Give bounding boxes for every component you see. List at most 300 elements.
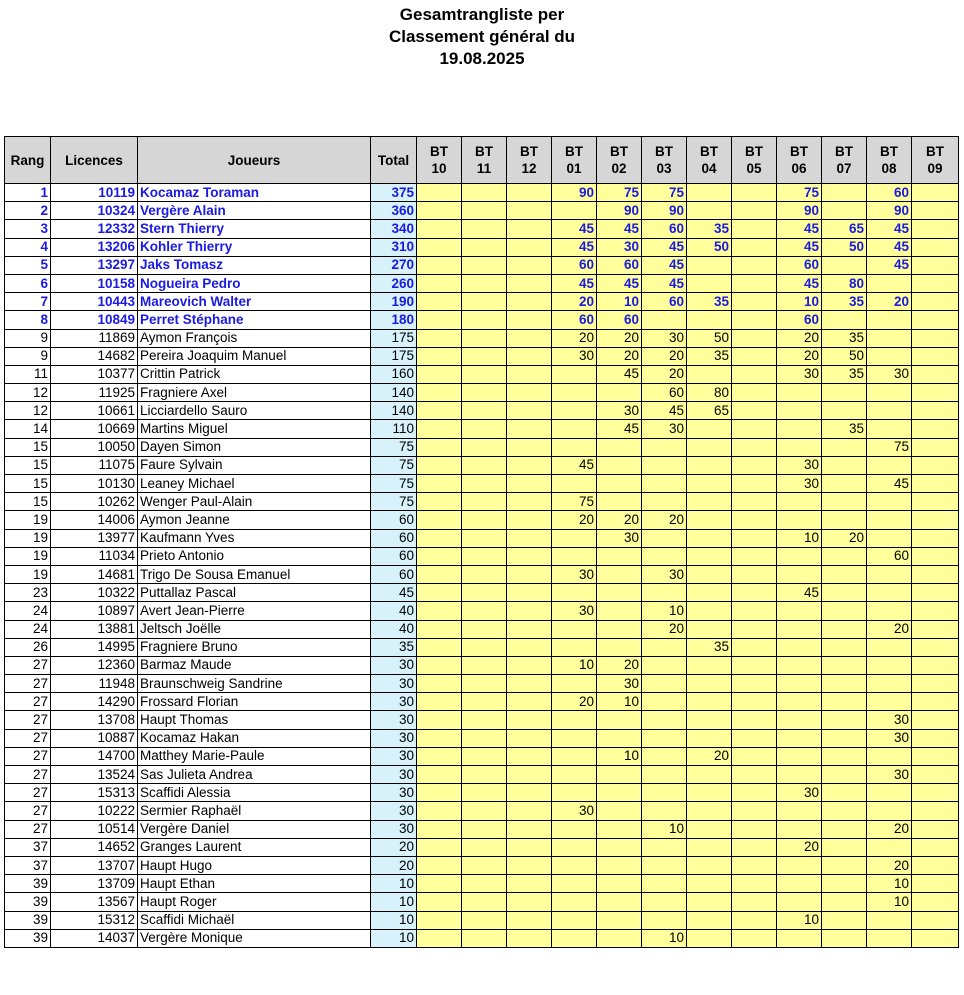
bt-points-cell <box>552 620 597 638</box>
bt-points-cell <box>552 929 597 947</box>
bt-points-cell: 45 <box>867 220 912 238</box>
player-name-cell: Scaffidi Michaël <box>138 911 371 929</box>
bt-points-cell <box>507 547 552 565</box>
player-name-cell: Wenger Paul-Alain <box>138 493 371 511</box>
bt-points-cell <box>912 675 959 693</box>
bt-points-cell: 75 <box>867 438 912 456</box>
bt-points-cell <box>642 547 687 565</box>
bt-points-cell <box>822 729 867 747</box>
player-name-cell: Vergère Daniel <box>138 820 371 838</box>
bt-points-cell <box>507 456 552 474</box>
bt-points-cell <box>597 893 642 911</box>
header-bt-10 <box>417 137 462 184</box>
bt-points-cell: 60 <box>867 547 912 565</box>
bt-points-cell <box>597 493 642 511</box>
header-bt-07 <box>822 137 867 184</box>
header-bt-label: BT <box>880 144 898 159</box>
bt-points-cell <box>642 911 687 929</box>
bt-points-cell: 35 <box>822 293 867 311</box>
bt-points-cell <box>777 438 822 456</box>
licence-cell: 13567 <box>51 893 138 911</box>
bt-points-cell <box>912 711 959 729</box>
title-line-3: 19.08.2025 <box>439 49 525 68</box>
bt-points-cell <box>417 438 462 456</box>
rank-cell: 39 <box>5 911 51 929</box>
bt-points-cell <box>777 729 822 747</box>
total-cell: 160 <box>371 365 417 383</box>
header-bt-05 <box>732 137 777 184</box>
rank-cell: 8 <box>5 311 51 329</box>
bt-points-cell <box>687 256 732 274</box>
bt-points-cell <box>462 529 507 547</box>
rank-cell: 24 <box>5 602 51 620</box>
table-row <box>5 274 959 292</box>
bt-points-cell <box>507 511 552 529</box>
bt-points-cell: 60 <box>642 384 687 402</box>
licence-cell: 10130 <box>51 475 138 493</box>
bt-points-cell <box>597 875 642 893</box>
bt-points-cell: 45 <box>597 274 642 292</box>
bt-points-cell <box>867 784 912 802</box>
rank-cell: 19 <box>5 547 51 565</box>
bt-points-cell: 20 <box>597 656 642 674</box>
table-row <box>5 638 959 656</box>
header-bt-number: 02 <box>611 161 627 176</box>
bt-points-cell <box>507 347 552 365</box>
bt-points-cell <box>912 729 959 747</box>
bt-points-cell: 30 <box>777 365 822 383</box>
bt-points-cell <box>687 529 732 547</box>
table-row <box>5 256 959 274</box>
bt-points-cell <box>642 456 687 474</box>
bt-points-cell: 60 <box>777 256 822 274</box>
table-row <box>5 365 959 383</box>
licence-cell: 11869 <box>51 329 138 347</box>
bt-points-cell <box>687 875 732 893</box>
bt-points-cell <box>912 293 959 311</box>
bt-points-cell: 80 <box>822 274 867 292</box>
bt-points-cell <box>777 420 822 438</box>
bt-points-cell <box>732 584 777 602</box>
table-row <box>5 529 959 547</box>
bt-points-cell <box>912 911 959 929</box>
bt-points-cell <box>732 693 777 711</box>
bt-points-cell <box>822 565 867 583</box>
rank-cell: 6 <box>5 274 51 292</box>
bt-points-cell <box>552 838 597 856</box>
bt-points-cell <box>417 766 462 784</box>
player-name-cell: Avert Jean-Pierre <box>138 602 371 620</box>
total-cell: 75 <box>371 438 417 456</box>
bt-points-cell <box>597 638 642 656</box>
bt-points-cell: 35 <box>822 365 867 383</box>
bt-points-cell: 60 <box>552 311 597 329</box>
rank-cell: 37 <box>5 838 51 856</box>
bt-points-cell <box>687 693 732 711</box>
player-name-cell: Puttallaz Pascal <box>138 584 371 602</box>
player-name-cell: Crittin Patrick <box>138 365 371 383</box>
bt-points-cell: 10 <box>777 911 822 929</box>
licence-cell: 14290 <box>51 693 138 711</box>
bt-points-cell <box>912 638 959 656</box>
bt-points-cell: 45 <box>642 274 687 292</box>
bt-points-cell <box>732 766 777 784</box>
bt-points-cell <box>687 729 732 747</box>
bt-points-cell: 30 <box>642 329 687 347</box>
bt-points-cell <box>732 184 777 202</box>
bt-points-cell: 50 <box>822 347 867 365</box>
bt-points-cell <box>642 638 687 656</box>
bt-points-cell <box>867 638 912 656</box>
bt-points-cell <box>642 784 687 802</box>
bt-points-cell <box>777 620 822 638</box>
player-name-cell: Faure Sylvain <box>138 456 371 474</box>
bt-points-cell <box>507 711 552 729</box>
total-cell: 310 <box>371 238 417 256</box>
bt-points-cell <box>912 329 959 347</box>
bt-points-cell <box>507 656 552 674</box>
player-name-cell: Aymon Jeanne <box>138 511 371 529</box>
bt-points-cell <box>687 602 732 620</box>
bt-points-cell: 60 <box>642 293 687 311</box>
player-name-cell: Haupt Ethan <box>138 875 371 893</box>
table-row <box>5 420 959 438</box>
bt-points-cell: 30 <box>597 402 642 420</box>
bt-points-cell <box>462 475 507 493</box>
licence-cell: 10119 <box>51 184 138 202</box>
bt-points-cell <box>417 511 462 529</box>
bt-points-cell <box>552 475 597 493</box>
bt-points-cell: 30 <box>867 711 912 729</box>
header-joueurs: Joueurs <box>138 137 371 184</box>
bt-points-cell: 65 <box>687 402 732 420</box>
bt-points-cell <box>462 347 507 365</box>
licence-cell: 15313 <box>51 784 138 802</box>
rank-cell: 39 <box>5 893 51 911</box>
licence-cell: 14681 <box>51 565 138 583</box>
bt-points-cell <box>552 420 597 438</box>
rank-cell: 23 <box>5 584 51 602</box>
table-row <box>5 766 959 784</box>
bt-points-cell <box>912 784 959 802</box>
table-row <box>5 202 959 220</box>
bt-points-cell <box>417 584 462 602</box>
bt-points-cell <box>597 802 642 820</box>
bt-points-cell <box>822 620 867 638</box>
bt-points-cell: 35 <box>687 220 732 238</box>
bt-points-cell <box>867 565 912 583</box>
bt-points-cell: 75 <box>552 493 597 511</box>
bt-points-cell <box>822 711 867 729</box>
total-cell: 260 <box>371 274 417 292</box>
header-bt-03 <box>642 137 687 184</box>
bt-points-cell <box>507 184 552 202</box>
bt-points-cell <box>417 747 462 765</box>
player-name-cell: Granges Laurent <box>138 838 371 856</box>
bt-points-cell <box>912 529 959 547</box>
bt-points-cell <box>552 875 597 893</box>
bt-points-cell <box>912 402 959 420</box>
bt-points-cell <box>912 747 959 765</box>
header-bt-number: 05 <box>746 161 762 176</box>
bt-points-cell <box>687 893 732 911</box>
bt-points-cell: 45 <box>552 238 597 256</box>
bt-points-cell <box>912 929 959 947</box>
header-bt-number: 04 <box>701 161 717 176</box>
licence-cell: 10322 <box>51 584 138 602</box>
bt-points-cell: 30 <box>552 565 597 583</box>
bt-points-cell <box>507 493 552 511</box>
bt-points-cell <box>867 311 912 329</box>
bt-points-cell: 30 <box>777 475 822 493</box>
header-bt-02 <box>597 137 642 184</box>
bt-points-cell: 30 <box>597 529 642 547</box>
bt-points-cell <box>912 274 959 292</box>
bt-points-cell <box>777 820 822 838</box>
bt-points-cell <box>417 184 462 202</box>
bt-points-cell <box>417 784 462 802</box>
licence-cell: 10262 <box>51 493 138 511</box>
bt-points-cell <box>462 729 507 747</box>
bt-points-cell <box>462 202 507 220</box>
bt-points-cell <box>687 420 732 438</box>
player-name-cell: Haupt Thomas <box>138 711 371 729</box>
bt-points-cell: 20 <box>552 293 597 311</box>
bt-points-cell: 10 <box>597 293 642 311</box>
bt-points-cell <box>867 656 912 674</box>
bt-points-cell <box>507 202 552 220</box>
bt-points-cell: 30 <box>552 347 597 365</box>
rank-cell: 27 <box>5 693 51 711</box>
bt-points-cell <box>462 220 507 238</box>
bt-points-cell <box>912 656 959 674</box>
bt-points-cell <box>822 838 867 856</box>
licence-cell: 15312 <box>51 911 138 929</box>
licence-cell: 13977 <box>51 529 138 547</box>
rank-cell: 9 <box>5 347 51 365</box>
bt-points-cell <box>912 493 959 511</box>
bt-points-cell: 10 <box>867 893 912 911</box>
bt-points-cell <box>507 238 552 256</box>
bt-points-cell <box>552 202 597 220</box>
bt-points-cell <box>732 784 777 802</box>
player-name-cell: Jaks Tomasz <box>138 256 371 274</box>
bt-points-cell <box>732 365 777 383</box>
bt-points-cell: 45 <box>597 220 642 238</box>
bt-points-cell <box>912 620 959 638</box>
bt-points-cell <box>552 747 597 765</box>
header-bt-09 <box>912 137 959 184</box>
table-row <box>5 711 959 729</box>
bt-points-cell <box>867 456 912 474</box>
bt-points-cell <box>507 220 552 238</box>
header-bt-label: BT <box>745 144 763 159</box>
bt-points-cell <box>777 511 822 529</box>
bt-points-cell <box>732 711 777 729</box>
bt-points-cell <box>822 311 867 329</box>
bt-points-cell <box>507 802 552 820</box>
table-row <box>5 402 959 420</box>
bt-points-cell <box>687 784 732 802</box>
rank-cell: 37 <box>5 856 51 874</box>
bt-points-cell <box>687 365 732 383</box>
bt-points-cell: 45 <box>867 238 912 256</box>
player-name-cell: Martins Miguel <box>138 420 371 438</box>
header-bt-label: BT <box>790 144 808 159</box>
bt-points-cell: 35 <box>687 638 732 656</box>
bt-points-cell <box>507 565 552 583</box>
rank-cell: 24 <box>5 620 51 638</box>
rank-cell: 12 <box>5 384 51 402</box>
bt-points-cell <box>642 584 687 602</box>
header-bt-number: 06 <box>791 161 807 176</box>
bt-points-cell <box>912 365 959 383</box>
bt-points-cell <box>462 402 507 420</box>
player-name-cell: Fragniere Axel <box>138 384 371 402</box>
rank-cell: 39 <box>5 929 51 947</box>
bt-points-cell <box>822 766 867 784</box>
bt-points-cell <box>417 384 462 402</box>
bt-points-cell <box>732 747 777 765</box>
rank-cell: 27 <box>5 766 51 784</box>
bt-points-cell <box>687 547 732 565</box>
bt-points-cell: 45 <box>777 274 822 292</box>
bt-points-cell <box>867 274 912 292</box>
bt-points-cell <box>597 438 642 456</box>
bt-points-cell: 75 <box>597 184 642 202</box>
bt-points-cell <box>912 256 959 274</box>
bt-points-cell: 20 <box>552 329 597 347</box>
player-name-cell: Prieto Antonio <box>138 547 371 565</box>
bt-points-cell: 50 <box>687 329 732 347</box>
rank-cell: 27 <box>5 784 51 802</box>
header-bt-01 <box>552 137 597 184</box>
bt-points-cell: 30 <box>642 420 687 438</box>
table-row <box>5 347 959 365</box>
bt-points-cell <box>597 856 642 874</box>
bt-points-cell <box>912 602 959 620</box>
bt-points-cell <box>822 638 867 656</box>
bt-points-cell <box>777 747 822 765</box>
bt-points-cell <box>687 838 732 856</box>
bt-points-cell <box>552 711 597 729</box>
player-name-cell: Matthey Marie-Paule <box>138 747 371 765</box>
player-name-cell: Pereira Joaquim Manuel <box>138 347 371 365</box>
bt-points-cell <box>822 747 867 765</box>
rank-cell: 19 <box>5 529 51 547</box>
rank-cell: 15 <box>5 438 51 456</box>
header-rang: Rang <box>5 137 51 184</box>
bt-points-cell: 45 <box>642 256 687 274</box>
bt-points-cell: 20 <box>687 747 732 765</box>
rank-cell: 5 <box>5 256 51 274</box>
licence-cell: 10377 <box>51 365 138 383</box>
bt-points-cell <box>507 311 552 329</box>
bt-points-cell <box>552 638 597 656</box>
bt-points-cell: 45 <box>552 456 597 474</box>
bt-points-cell <box>777 656 822 674</box>
bt-points-cell <box>912 220 959 238</box>
licence-cell: 14037 <box>51 929 138 947</box>
bt-points-cell <box>417 293 462 311</box>
bt-points-cell: 30 <box>867 729 912 747</box>
rank-cell: 9 <box>5 329 51 347</box>
bt-points-cell <box>417 547 462 565</box>
table-row <box>5 293 959 311</box>
bt-points-cell <box>507 856 552 874</box>
bt-points-cell: 50 <box>822 238 867 256</box>
bt-points-cell <box>822 802 867 820</box>
player-name-cell: Fragniere Bruno <box>138 638 371 656</box>
bt-points-cell <box>417 329 462 347</box>
bt-points-cell <box>867 747 912 765</box>
total-cell: 30 <box>371 711 417 729</box>
bt-points-cell <box>912 347 959 365</box>
bt-points-cell <box>912 893 959 911</box>
table-row <box>5 693 959 711</box>
bt-points-cell <box>507 875 552 893</box>
bt-points-cell <box>732 311 777 329</box>
bt-points-cell <box>822 893 867 911</box>
table-row <box>5 547 959 565</box>
bt-points-cell: 30 <box>642 565 687 583</box>
header-bt-label: BT <box>655 144 673 159</box>
header-bt-label: BT <box>926 144 944 159</box>
bt-points-cell: 50 <box>687 238 732 256</box>
bt-points-cell <box>462 511 507 529</box>
table-row <box>5 456 959 474</box>
bt-points-cell <box>867 802 912 820</box>
total-cell: 180 <box>371 311 417 329</box>
bt-points-cell: 45 <box>642 238 687 256</box>
bt-points-cell <box>687 274 732 292</box>
player-name-cell: Aymon François <box>138 329 371 347</box>
bt-points-cell: 45 <box>642 402 687 420</box>
bt-points-cell <box>417 620 462 638</box>
player-name-cell: Trigo De Sousa Emanuel <box>138 565 371 583</box>
bt-points-cell <box>462 438 507 456</box>
bt-points-cell <box>732 202 777 220</box>
bt-points-cell <box>417 820 462 838</box>
table-row <box>5 238 959 256</box>
bt-points-cell <box>912 820 959 838</box>
title-line-2: Classement général du <box>388 27 576 46</box>
table-row <box>5 220 959 238</box>
bt-points-cell <box>777 547 822 565</box>
total-cell: 60 <box>371 511 417 529</box>
header-bt-label: BT <box>835 144 853 159</box>
bt-points-cell <box>462 238 507 256</box>
player-name-cell: Vergère Monique <box>138 929 371 947</box>
bt-points-cell <box>462 838 507 856</box>
licence-cell: 14700 <box>51 747 138 765</box>
bt-points-cell <box>912 547 959 565</box>
bt-points-cell: 60 <box>867 184 912 202</box>
header-bt-number: 03 <box>656 161 672 176</box>
bt-points-cell <box>507 820 552 838</box>
player-name-cell: Braunschweig Sandrine <box>138 675 371 693</box>
bt-points-cell <box>912 238 959 256</box>
bt-points-cell <box>642 475 687 493</box>
bt-points-cell <box>822 602 867 620</box>
bt-points-cell <box>462 384 507 402</box>
header-bt-06 <box>777 137 822 184</box>
bt-points-cell <box>417 929 462 947</box>
bt-points-cell: 45 <box>597 420 642 438</box>
bt-points-cell <box>417 256 462 274</box>
bt-points-cell <box>732 929 777 947</box>
bt-points-cell: 90 <box>867 202 912 220</box>
